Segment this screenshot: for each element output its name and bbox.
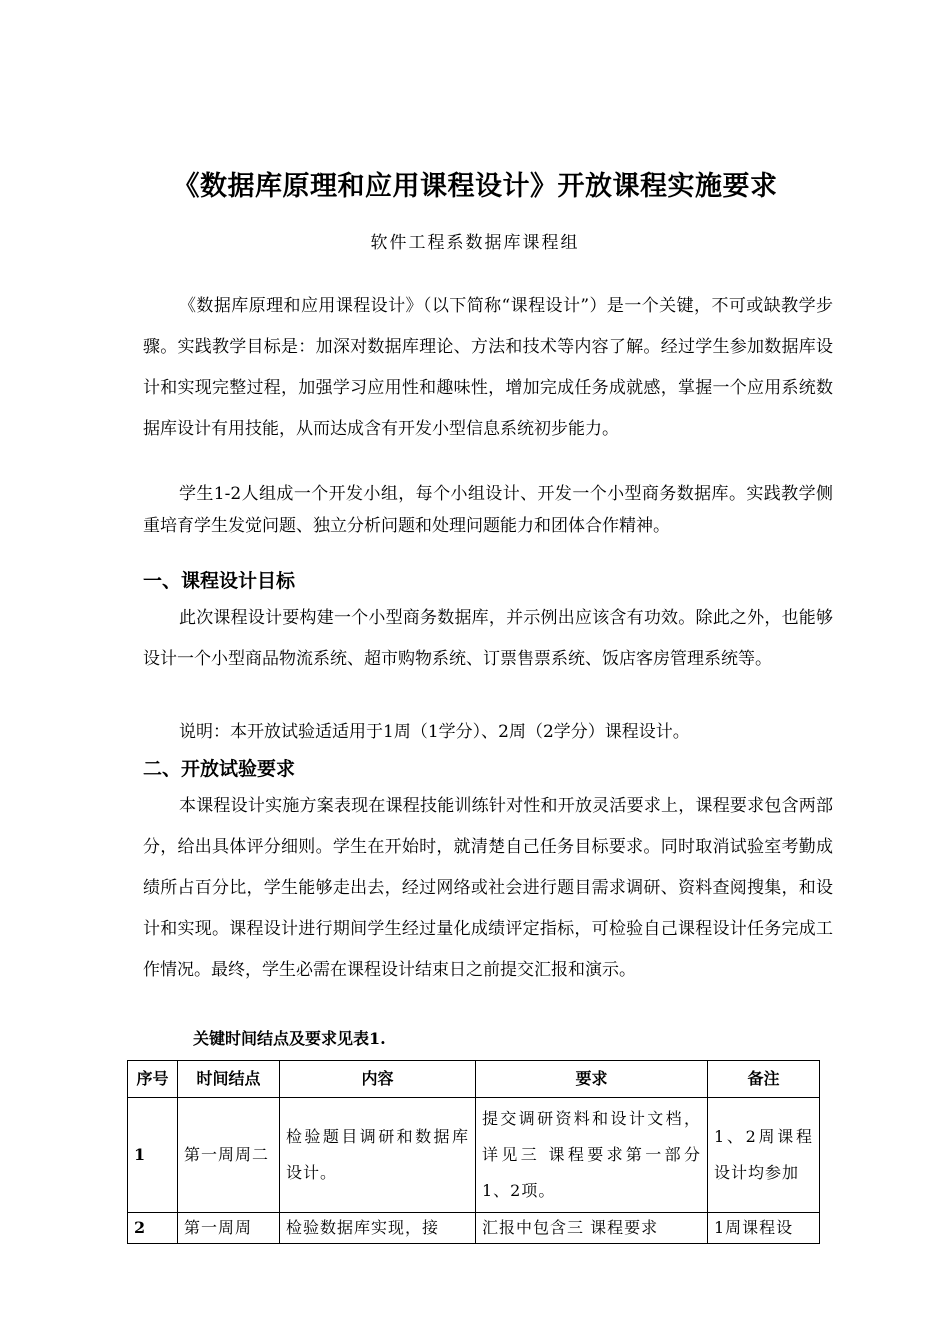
- document-subtitle: 软件工程系数据库课程组: [370, 233, 580, 253]
- table-header-row: [128, 1061, 820, 1098]
- header-time: 时间结点: [178, 1061, 280, 1098]
- table-row: [128, 1213, 820, 1244]
- section-1-body: 此次课程设计要构建一个小型商务数据库，并示例出应该含有功效。除此之外，也能够设计一个小型商品物流系统、超市购物系统、订票售票系统、饭店客房管理系统等。: [143, 608, 833, 669]
- row-remark: 1、2周课程设计均参加: [708, 1098, 820, 1213]
- table-caption: 关键时间结点及要求见表1.: [193, 1029, 386, 1048]
- section-2-heading: 二、开放试验要求: [143, 758, 296, 780]
- intro-paragraph-2: 学生1-2人组成一个开发小组，每个小组设计、开发一个小型商务数据库。实践教学侧重培育学生发觉问题、独立分析问题和处理问题能力和团体合作精神。: [143, 484, 833, 536]
- row-remark: 1周课程设: [708, 1213, 820, 1244]
- document-title: 《数据库原理和应用课程设计》开放课程实施要求: [172, 171, 778, 203]
- section-1-note: 说明：本开放试验适适用于1周（1学分）、2周（2学分）课程设计。: [179, 722, 690, 742]
- intro-paragraph-1: 《数据库原理和应用课程设计》（以下简称“课程设计”）是一个关键，不可或缺教学步骤。实践教学目标是：加深对数据库理论、方法和技术等内容了解。经过学生参加数据库设计和实现完整过程，加强学习应用性和趣味性，增加完成任务成就感，掌握一个应用系统数据库设计有用技能，从而达成含有开发小型信息系统初步能力。: [143, 296, 833, 439]
- row-requirement: 汇报中包含三 课程要求: [476, 1213, 708, 1244]
- row-time: 第一周周二: [178, 1098, 280, 1213]
- header-content: 内容: [280, 1061, 476, 1098]
- row-content: 检验数据库实现，接: [280, 1213, 476, 1244]
- schedule-table: [127, 1060, 820, 1244]
- header-index: 序号: [128, 1061, 178, 1098]
- row-index: 1: [128, 1098, 178, 1213]
- row-requirement: 提交调研资料和设计文档，详见三 课程要求第一部分1、2项。: [476, 1098, 708, 1213]
- row-time: 第一周周: [178, 1213, 280, 1244]
- row-content: 检验题目调研和数据库设计。: [280, 1098, 476, 1213]
- header-remark: 备注: [708, 1061, 820, 1098]
- section-1-heading: 一、课程设计目标: [143, 570, 296, 592]
- table-row: [128, 1098, 820, 1213]
- header-requirement: 要求: [476, 1061, 708, 1098]
- section-2-body: 本课程设计实施方案表现在课程技能训练针对性和开放灵活要求上，课程要求包含两部分，给出具体评分细则。学生在开始时，就清楚自己任务目标要求。同时取消试验室考勤成绩所占百分比，学生能够走出去，经过网络或社会进行题目需求调研、资料查阅搜集，和设计和实现。课程设计进行期间学生经过量化成绩评定指标，可检验自己课程设计任务完成工作情况。最终，学生必需在课程设计结束日之前提交汇报和演示。: [143, 796, 833, 980]
- row-index: 2: [128, 1213, 178, 1244]
